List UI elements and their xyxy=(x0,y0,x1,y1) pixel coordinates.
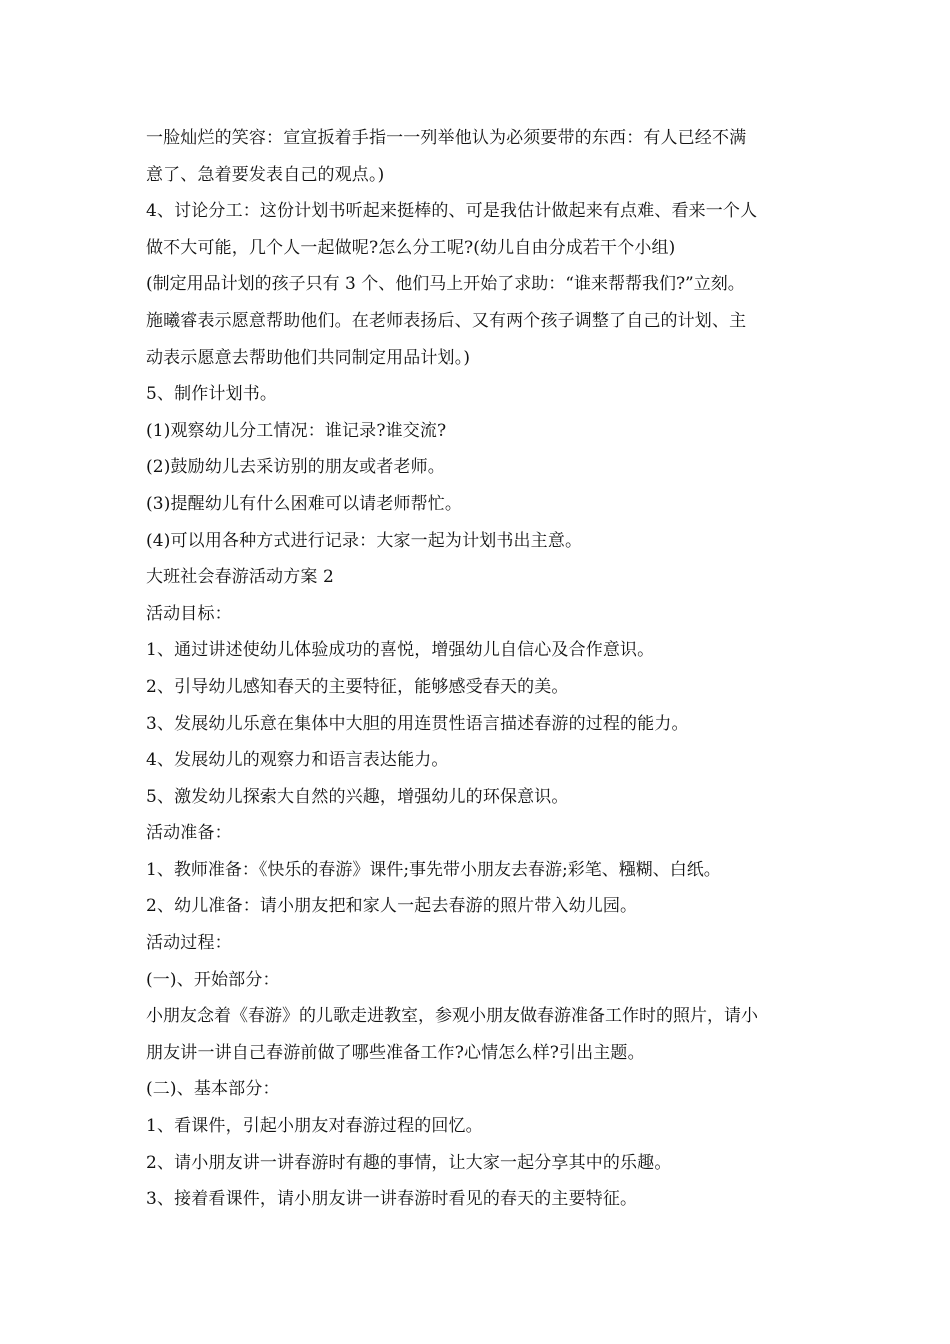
list-item: 1、教师准备：《快乐的春游》课件;事先带小朋友去春游;彩笔、糨糊、白纸。 xyxy=(146,859,721,880)
text-line: 4、讨论分工：这份计划书听起来挺棒的、可是我估计做起来有点难、看来一个人 xyxy=(146,201,758,222)
section-heading: 5、制作计划书。 xyxy=(146,384,278,405)
plan-title: 大班社会春游活动方案 2 xyxy=(146,567,335,588)
list-item: 1、通过讲述使幼儿体验成功的喜悦，增强幼儿自信心及合作意识。 xyxy=(146,640,655,661)
text-line: 小朋友念着《春游》的儿歌走进教室，参观小朋友做春游准备工作时的照片，请小 xyxy=(146,1006,758,1027)
list-item: (4)可以用各种方式进行记录：大家一起为计划书出主意。 xyxy=(146,530,583,551)
section-heading: 活动过程： xyxy=(146,933,232,954)
list-item: 2、请小朋友讲一讲春游时有趣的事情，让大家一起分享其中的乐趣。 xyxy=(146,1152,672,1173)
list-item: (3)提醒幼儿有什么困难可以请老师帮忙。 xyxy=(146,493,463,514)
subsection-heading: (二)、基本部分： xyxy=(146,1079,280,1100)
section-heading: 活动准备： xyxy=(146,823,232,844)
text-line: 意了、急着要发表自己的观点。) xyxy=(146,164,385,185)
text-line: 施曦睿表示愿意帮助他们。在老师表扬后、又有两个孩子调整了自己的计划、主 xyxy=(146,310,747,331)
list-item: 2、幼儿准备：请小朋友把和家人一起去春游的照片带入幼儿园。 xyxy=(146,896,638,917)
list-item: (2)鼓励幼儿去采访别的朋友或者老师。 xyxy=(146,457,445,478)
list-item: 2、引导幼儿感知春天的主要特征，能够感受春天的美。 xyxy=(146,676,569,697)
text-line: 动表示愿意去帮助他们共同制定用品计划。) xyxy=(146,347,471,368)
text-line: 朋友讲一讲自己春游前做了哪些准备工作?心情怎么样?引出主题。 xyxy=(146,1042,645,1063)
list-item: 3、接着看课件，请小朋友讲一讲春游时看见的春天的主要特征。 xyxy=(146,1189,638,1210)
list-item: (1)观察幼儿分工情况：谁记录?谁交流? xyxy=(146,420,447,441)
list-item: 4、发展幼儿的观察力和语言表达能力。 xyxy=(146,750,449,771)
document-body xyxy=(146,120,826,1218)
text-line: 一脸灿烂的笑容：宣宣扳着手指一一列举他认为必须要带的东西：有人已经不满 xyxy=(146,128,747,148)
list-item: 1、看课件，引起小朋友对春游过程的回忆。 xyxy=(146,1116,483,1137)
subsection-heading: (一)、开始部分： xyxy=(146,969,280,990)
section-heading: 活动目标： xyxy=(146,603,232,624)
text-line: (制定用品计划的孩子只有 3 个、他们马上开始了求助：“谁来帮帮我们?”立刻。 xyxy=(146,274,745,295)
list-item: 5、激发幼儿探索大自然的兴趣，增强幼儿的环保意识。 xyxy=(146,786,569,807)
text-line: 做不大可能，几个人一起做呢?怎么分工呢?(幼儿自由分成若干个小组) xyxy=(146,237,676,258)
list-item: 3、发展幼儿乐意在集体中大胆的用连贯性语言描述春游的过程的能力。 xyxy=(146,713,689,734)
